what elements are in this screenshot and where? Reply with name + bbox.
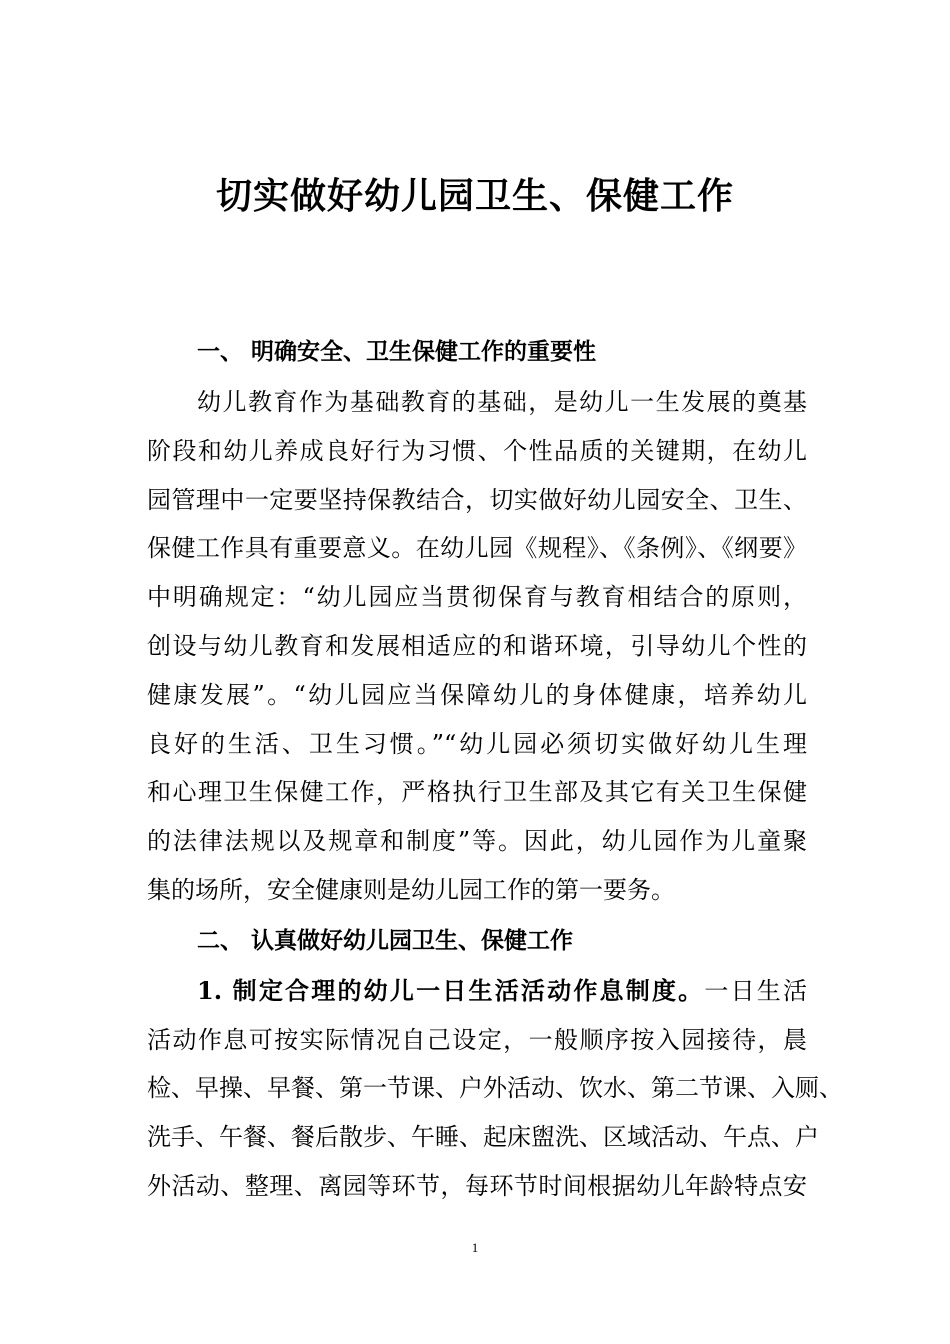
paragraph-line: 集的场所，安全健康则是幼儿园工作的第一要务。 — [147, 875, 675, 904]
section-1-heading: 一、 明确安全、卫生保健工作的重要性 — [197, 339, 597, 365]
item-1-text: 一日生活 — [704, 976, 807, 1005]
paragraph-line: 外活动、整理、离园等环节，每环节时间根据幼儿年龄特点安 — [147, 1171, 807, 1200]
paragraph-line: 检、早操、早餐、第一节课、户外活动、饮水、第二节课、入厕、 — [147, 1074, 843, 1103]
document-body — [147, 326, 843, 1211]
paragraph-line: 阶段和幼儿养成良好行为习惯、个性品质的关键期，在幼儿 — [147, 436, 807, 465]
paragraph-line: 的法律法规以及规章和制度”等。因此，幼儿园作为儿童聚 — [147, 827, 807, 856]
paragraph-line: 幼儿教育作为基础教育的基础，是幼儿一生发展的奠基 — [197, 388, 807, 416]
item-1-heading: 1. 制定合理的幼儿一日生活活动作息制度。 — [197, 975, 705, 1005]
page-number: 1 — [471, 1240, 479, 1255]
paragraph-line: 活动作息可按实际情况自己设定，一般顺序按入园接待，晨 — [147, 1025, 807, 1054]
paragraph-line: 洗手、午餐、餐后散步、午睡、起床盥洗、区域活动、午点、户 — [147, 1123, 819, 1152]
paragraph-line: 园管理中一定要坚持保教结合，切实做好幼儿园安全、卫生、 — [147, 485, 807, 514]
section-2-heading: 二、 认真做好幼儿园卫生、保健工作 — [197, 927, 574, 954]
paragraph-line: 和心理卫生保健工作，严格执行卫生部及其它有关卫生保健 — [147, 778, 807, 807]
paragraph-line: 良好的生活、卫生习惯。”“幼儿园必须切实做好幼儿生理 — [147, 729, 807, 758]
paragraph-line — [147, 967, 807, 1016]
paragraph-line: 健康发展”。“幼儿园应当保障幼儿的身体健康，培养幼儿 — [147, 680, 807, 709]
paragraph-line: 保健工作具有重要意义。在幼儿园《规程》、《条例》、《纲要》 — [147, 534, 807, 563]
paragraph-line: 创设与幼儿教育和发展相适应的和谐环境，引导幼儿个性的 — [147, 631, 807, 660]
paragraph-line: 中明确规定：“幼儿园应当贯彻保育与教育相结合的原则， — [147, 583, 807, 612]
document-title: 切实做好幼儿园卫生、保健工作 — [215, 175, 734, 217]
